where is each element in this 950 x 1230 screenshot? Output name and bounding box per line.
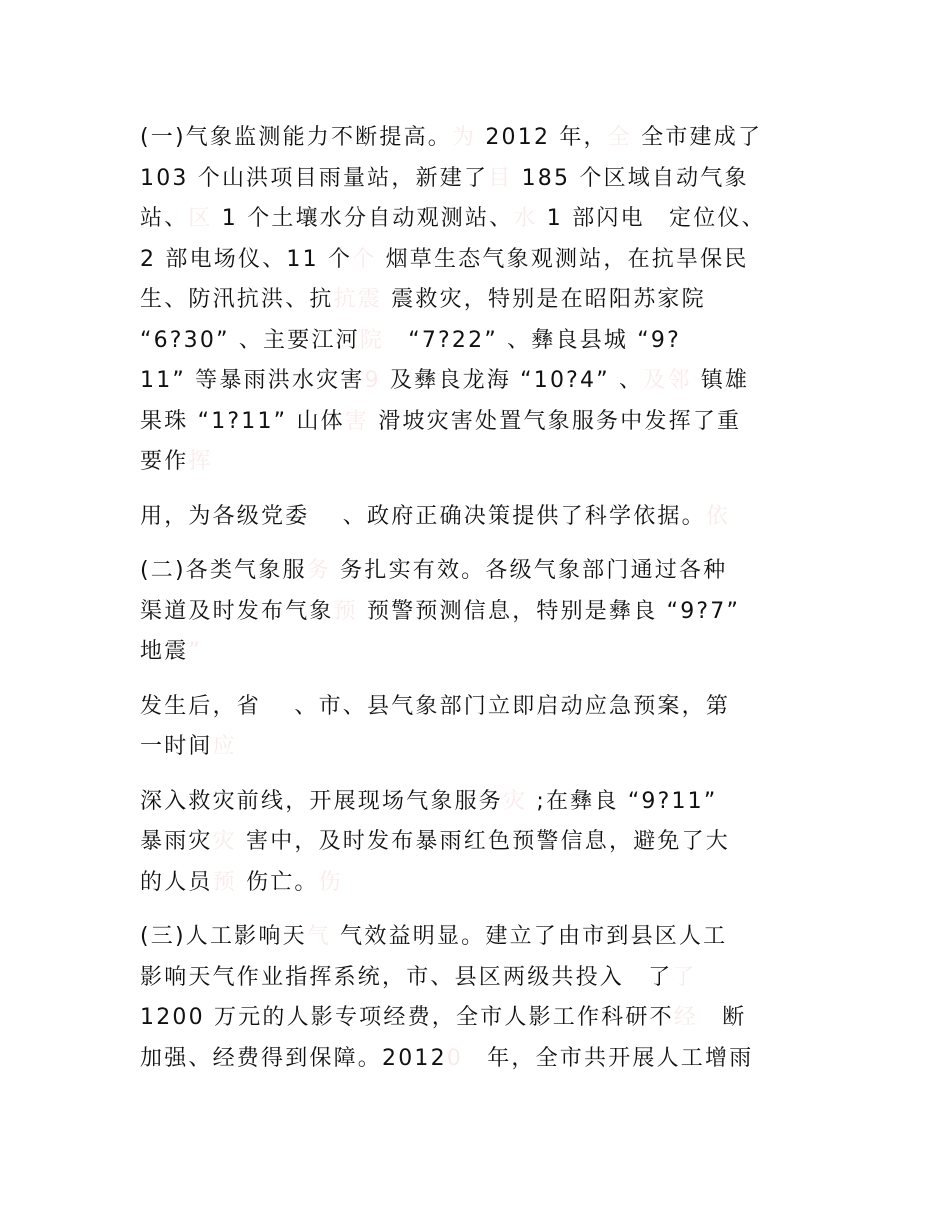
paragraph-4	[140, 687, 810, 768]
text-line: 用，为各级党委 、政府正确决策提供了科学依据。依	[140, 503, 731, 529]
text-line: (二)各类气象服务 务扎实有效。各级气象部门通过各种	[140, 558, 728, 583]
text-line: 生、防汛抗洪、抗抗震 震救灾，特别是在昭阳苏家院	[140, 287, 706, 312]
text-line: 暴雨灾灾 害中，及时发布暴雨红色预警信息，避免了大	[140, 829, 731, 854]
text-line: 1200 万元的人影专项经费，全市人影工作科研不经 断	[140, 1005, 747, 1030]
paragraph-1	[140, 118, 810, 483]
document-body	[140, 118, 810, 1093]
text-line: 深入救灾前线，开展现场气象服务灾 ;在彝良 “9?11”	[140, 788, 718, 814]
text-line: 要作挥	[140, 449, 213, 474]
text-line: 11” 等暴雨洪水灾害9 及彝良龙海 “10?4” 、及邻 镇雄	[140, 368, 750, 393]
text-line: 一时间应	[140, 734, 237, 759]
text-line: 渠道及时发布气象预 预警预测信息，特别是彝良 “9?7”	[140, 598, 741, 624]
text-line: (三)人工影响天气 气效益明显。建立了由市到县区人工	[140, 924, 728, 949]
text-line: 影响天气作业指挥系统，市、县区两级共投入 了了	[140, 964, 697, 990]
text-line: 103 个山洪项目雨量站，新建了目 185 个区域自动气象	[140, 165, 749, 191]
text-line: 加强、经费得到保障。20120 年，全市共开展人工增雨	[140, 1045, 754, 1071]
paragraph-6	[140, 917, 810, 1079]
text-line: (一)气象监测能力不断提高。为 2012 年，全 全市建成了	[140, 125, 763, 150]
paragraph-5	[140, 782, 810, 904]
paragraph-3	[140, 551, 810, 673]
paragraph-2	[140, 497, 810, 538]
text-line: 发生后，省 、市、县气象部门立即启动应急预案，第	[140, 693, 731, 719]
text-line: 2 部电场仪、11 个个 烟草生态气象观测站，在抗旱保民	[140, 246, 749, 272]
text-line: “6?30” 、主要江河院 “7?22” 、彝良县城 “9?	[140, 327, 681, 353]
text-line: 地震”	[140, 639, 203, 664]
text-line: 的人员预 伤亡。伤	[140, 869, 343, 895]
text-line: 果珠 “1?11” 山体害 滑坡灾害处置气象服务中发挥了重	[140, 408, 742, 434]
text-line: 站、区 1 个土壤水分自动观测站、水 1 部闪电 定位仪、	[140, 206, 766, 231]
